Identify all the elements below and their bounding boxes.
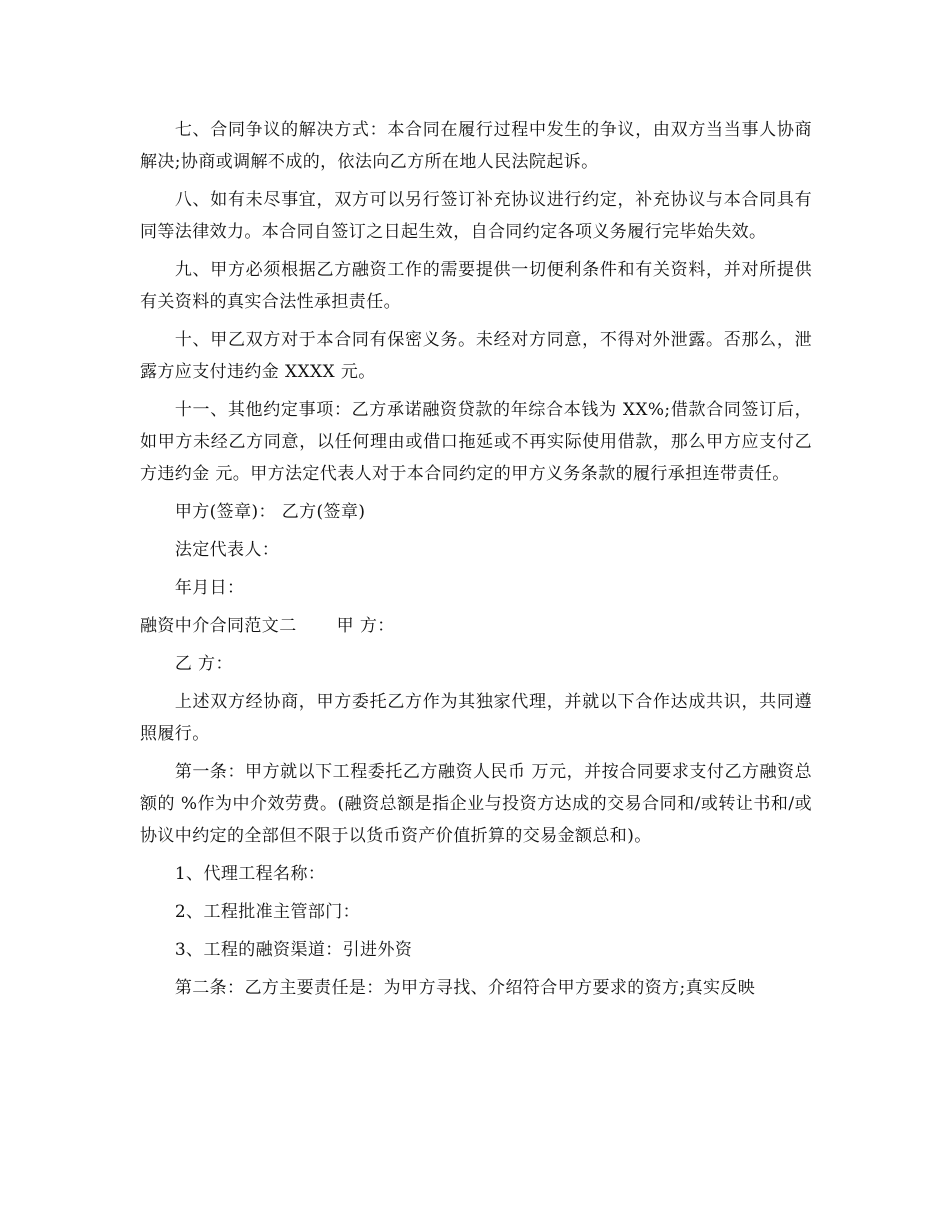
financing-channel-item: 3、工程的融资渠道：引进外资 (174, 940, 413, 960)
clause-7: 七、合同争议的解决方式：本合同在履行过程中发生的争议，由双方当当事人协商解决;协商或调解不成的，依法向乙方所在地人民法院起诉。 (140, 120, 812, 172)
clause-9: 九、甲方必须根据乙方融资工作的需要提供一切便利条件和有关资料，并对所提供有关资料的真实合法性承担责任。 (140, 260, 812, 312)
party-a-label: 甲 方： (336, 616, 395, 636)
clause-10: 十、甲乙双方对于本合同有保密义务。未经对方同意，不得对外泄露。否那么，泄露方应支付违约金 XXXX 元。 (140, 330, 812, 382)
signature-line: 甲方(签章)： 乙方(签章) (174, 502, 366, 522)
approval-department-item: 2、工程批准主管部门： (174, 902, 361, 922)
article-2: 第二条：乙方主要责任是：为甲方寻找、介绍符合甲方要求的资方;真实反映 (174, 978, 756, 998)
date-line: 年月日： (174, 578, 245, 598)
project-name-item: 1、代理工程名称： (174, 864, 326, 884)
legal-representative-line: 法定代表人： (174, 540, 280, 560)
contract-two-title: 融资中介合同范文二 (140, 616, 297, 636)
party-b-label: 乙 方： (174, 654, 233, 674)
article-1: 第一条：甲方就以下工程委托乙方融资人民币 万元，并按合同要求支付乙方融资总额的 %作为中介效劳费。(融资总额是指企业与投资方达成的交易合同和/或转让书和/或协议中约定的全部但不限于以货币资产价值折算的交易金额总和)。 (140, 762, 812, 846)
preamble: 上述双方经协商，甲方委托乙方作为其独家代理，并就以下合作达成共识，共同遵照履行。 (140, 692, 812, 744)
contract-two-heading (140, 610, 812, 642)
clause-8: 八、如有未尽事宜，双方可以另行签订补充协议进行约定，补充协议与本合同具有同等法律效力。本合同自签订之日起生效，自合同约定各项义务履行完毕始失效。 (140, 190, 812, 242)
clause-11: 十一、其他约定事项：乙方承诺融资贷款的年综合本钱为 XX%;借款合同签订后，如甲方未经乙方同意，以任何理由或借口拖延或不再实际使用借款，那么甲方应支付乙方违约金 元。甲方法定代表人对于本合同约定的甲方义务条款的履行承担连带责任。 (140, 400, 812, 484)
document-body (140, 114, 812, 1010)
